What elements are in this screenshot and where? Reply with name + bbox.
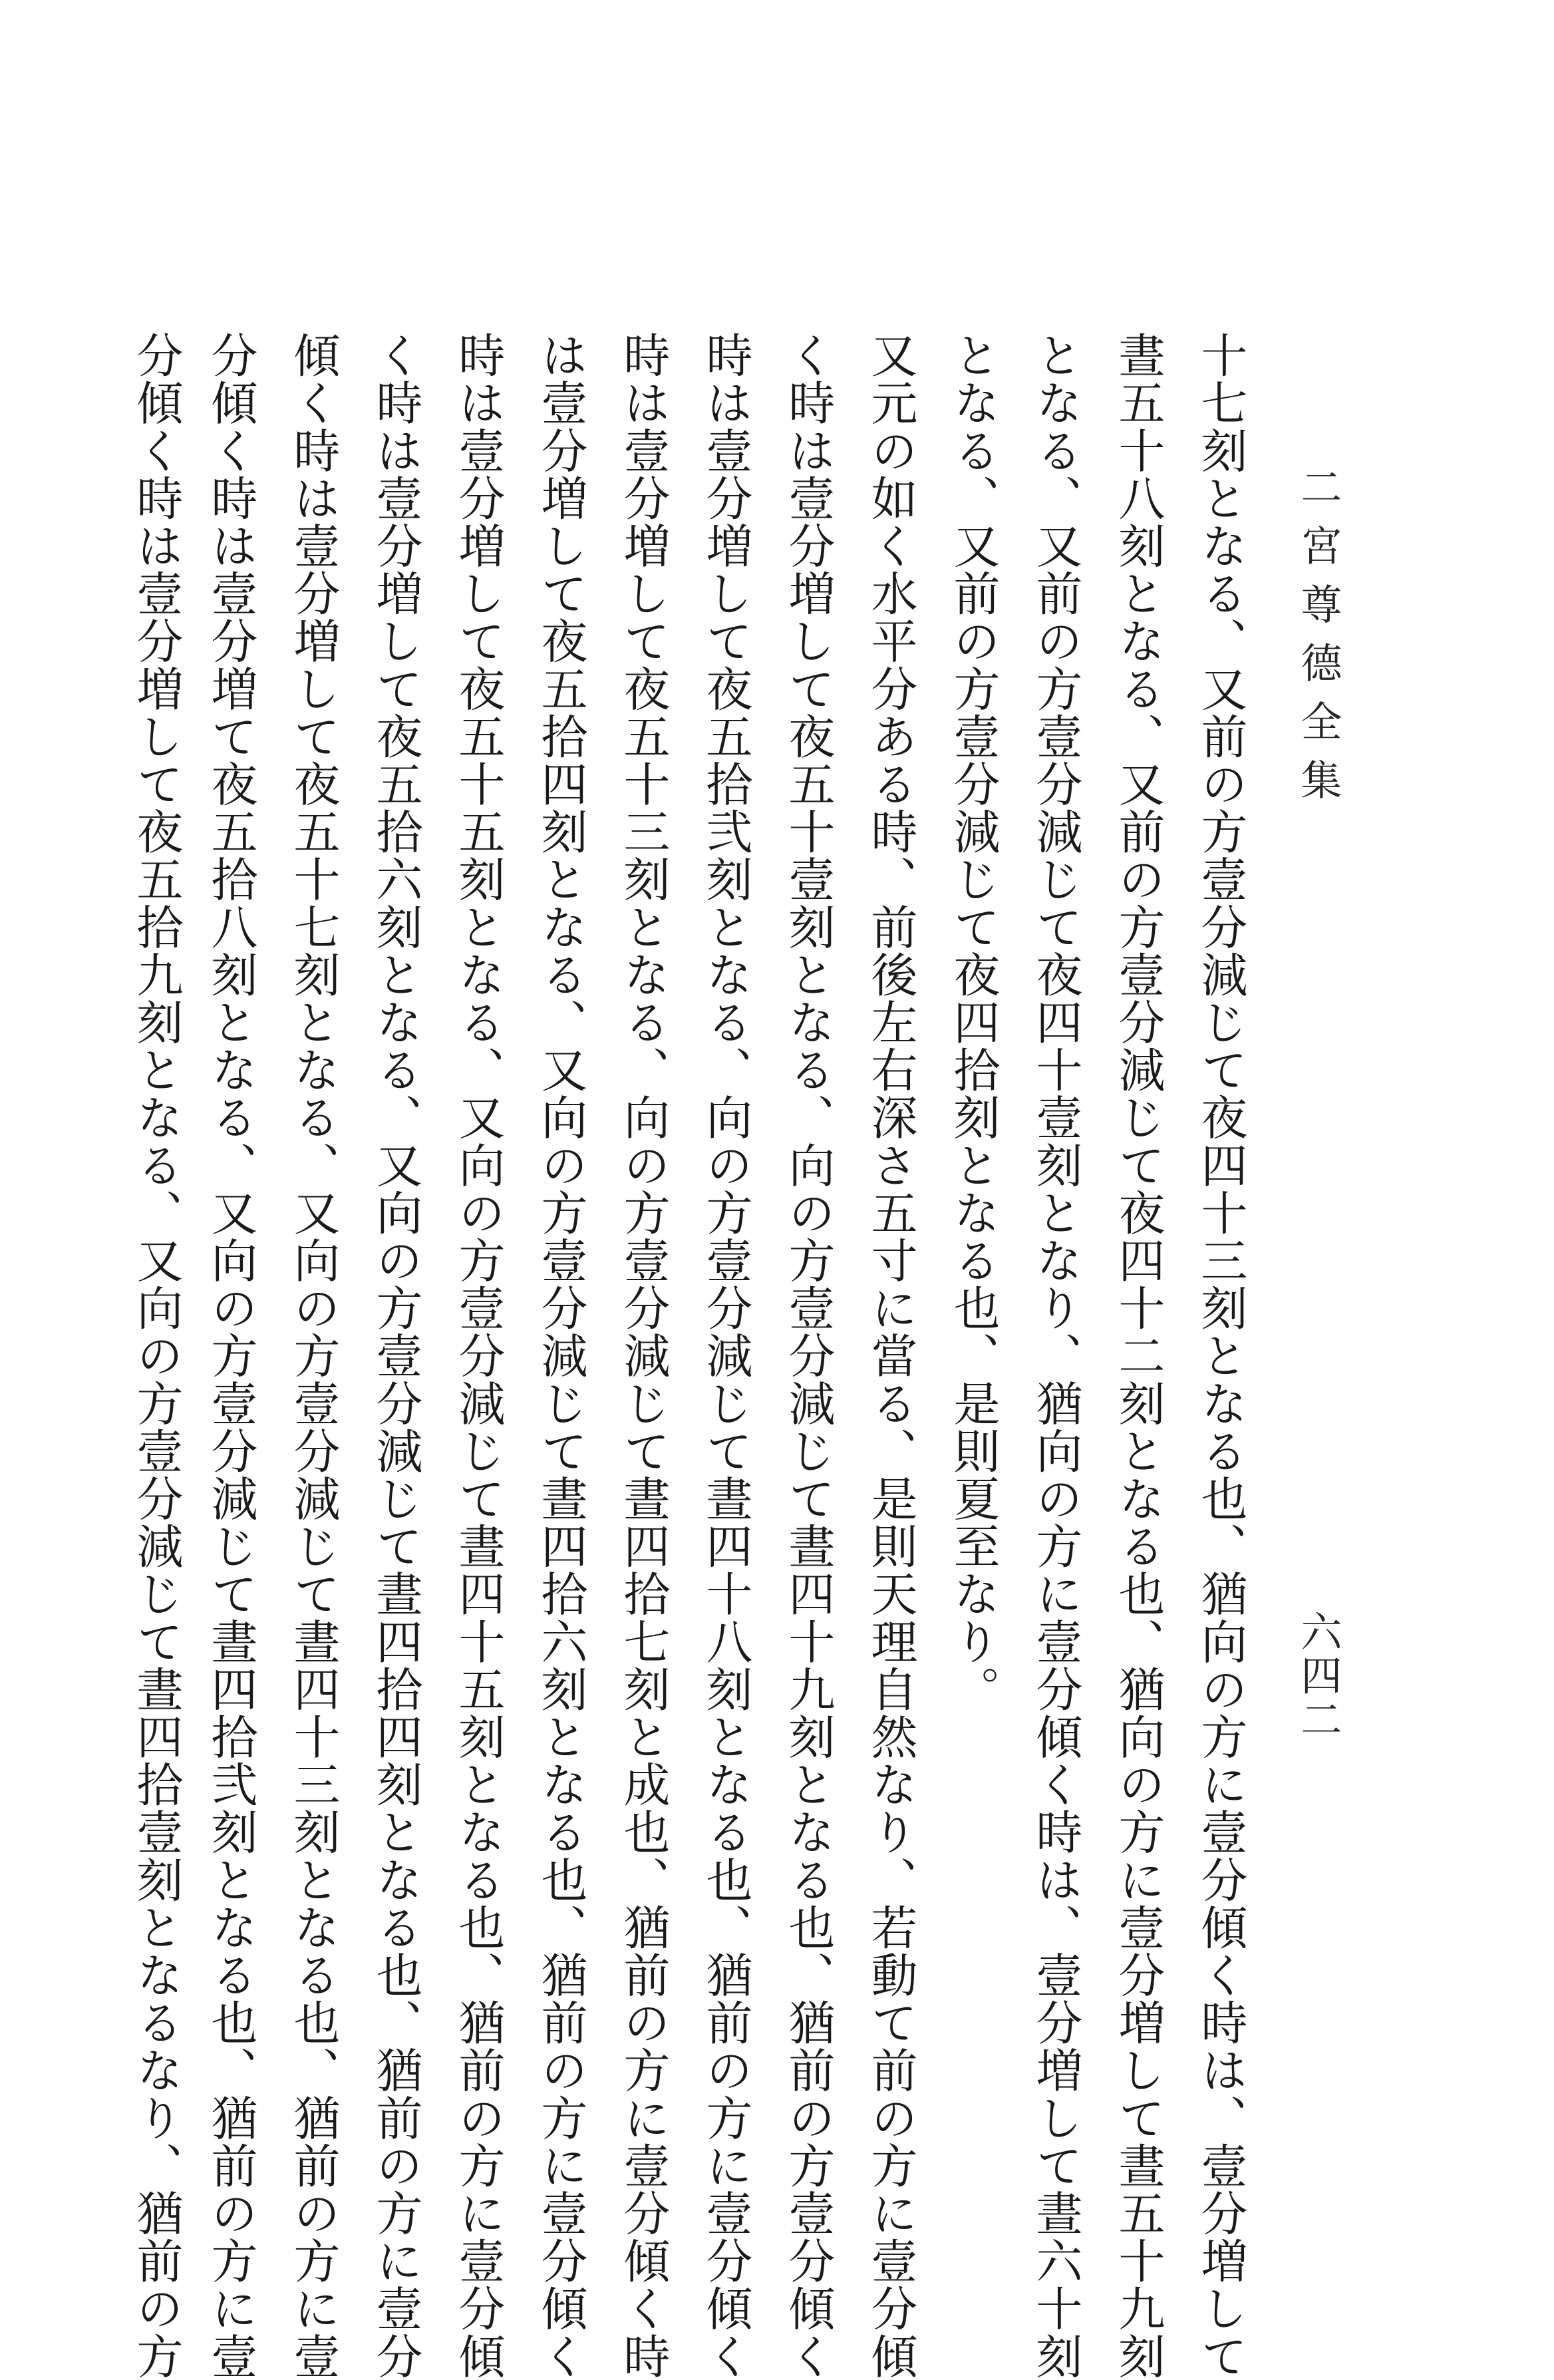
text-line-3: となる、又前の方壹分減じて夜四十壹刻となり、猶向の方に壹分傾く時は、壹分増して晝六十刻 bbox=[1028, 331, 1083, 2380]
text-line-4: となる、又前の方壹分減じて夜四拾刻となる也、是則夏至なり。 bbox=[946, 331, 1001, 1713]
text-line-2: 晝五十八刻となる、又前の方壹分減じて夜四十二刻となる也、猶向の方に壹分増して晝五十九刻 bbox=[1111, 331, 1166, 2380]
vertical-body-text bbox=[129, 331, 1248, 2380]
text-line-8: 時は壹分増して夜五十三刻となる、向の方壹分減じて晝四拾七刻と成也、猶前の方に壹分傾く時 bbox=[616, 331, 671, 2380]
text-line-11: く時は壹分増して夜五拾六刻となる、又向の方壹分減じて晝四拾四刻となる也、猶前の方に壹分 bbox=[369, 331, 423, 2380]
page-number: 六四二 bbox=[1294, 1610, 1342, 1742]
text-line-13: 分傾く時は壹分増て夜五拾八刻となる、又向の方壹分減じて晝四拾弐刻となる也、猶前の方に壹 bbox=[204, 331, 258, 2380]
text-line-14: 分傾く時は壹分増して夜五拾九刻となる、又向の方壹分減じて晝四拾壹刻となるなり、猶前の方 bbox=[129, 331, 184, 2380]
text-line-5: 又元の如く水平分ある時、前後左右深さ五寸に當る、是則天理自然なり、若動て前の方に壹分傾 bbox=[863, 331, 918, 2380]
text-line-1: 十七刻となる、又前の方壹分減じて夜四十三刻となる也、猶向の方に壹分傾く時は、壹分増して bbox=[1193, 331, 1248, 2380]
text-line-7: 時は壹分増して夜五拾弐刻となる、向の方壹分減じて晝四十八刻となる也、猶前の方に壹分傾く bbox=[699, 331, 753, 2380]
running-header-title: 二宮尊德全集 bbox=[1294, 466, 1342, 817]
text-line-9: は壹分増して夜五拾四刻となる、又向の方壹分減じて晝四拾六刻となる也、猶前の方に壹分傾く bbox=[534, 331, 588, 2380]
text-line-6: く時は壹分増して夜五十壹刻となる、向の方壹分減じて晝四十九刻となる也、猶前の方壹分傾く bbox=[781, 331, 836, 2380]
text-line-12: 傾く時は壹分増して夜五十七刻となる、又向の方壹分減じて晝四十三刻となる也、猶前の方に壹 bbox=[286, 331, 341, 2380]
text-line-10: 時は壹分増して夜五十五刻となる、又向の方壹分減じて晝四十五刻となる也、猶前の方に壹分傾 bbox=[451, 331, 506, 2380]
